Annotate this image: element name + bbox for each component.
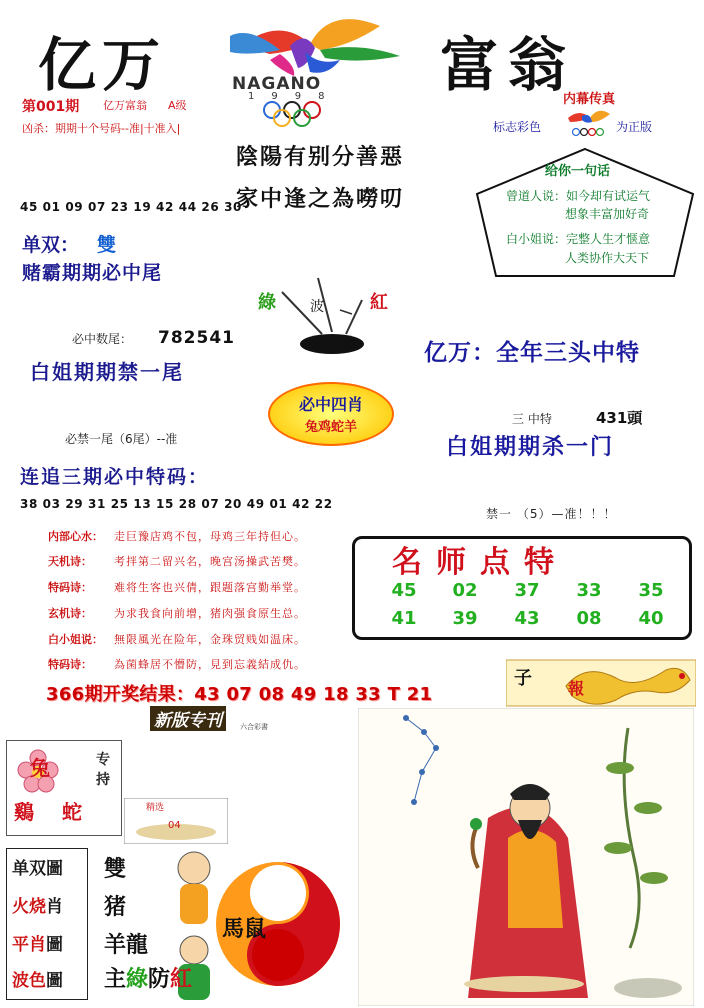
teacher-number: 45 <box>391 580 417 601</box>
teacher-pick-title: 名师点特 <box>392 545 568 580</box>
main-color-line <box>104 962 192 993</box>
fax-left-label: 标志彩色 <box>493 120 542 134</box>
cartoon-label: 精选 <box>146 803 165 813</box>
poem-label: 特码诗： <box>48 658 92 671</box>
zodiac-snake: 蛇 <box>62 800 82 824</box>
grid-row <box>12 930 63 955</box>
green-char: 綠 <box>126 967 149 992</box>
ban-tail-value: 必禁一尾（6尾）--准 <box>65 432 178 446</box>
wave-char: 波 <box>310 299 324 315</box>
couplet-line-2: 家中逢之為嘮叨 <box>236 187 405 212</box>
green-wave-char: 綠 <box>258 292 276 313</box>
zodiac-side-text: 专持 <box>96 752 110 788</box>
fax-right-label: 为正版 <box>616 120 653 134</box>
grid-suffix: 肖 <box>46 897 63 917</box>
number-list-1: 45 01 09 07 23 19 42 44 26 30 <box>20 200 242 214</box>
kill-door-slogan: 白姐期期杀一门 <box>446 435 615 460</box>
grid-suffix: 圖 <box>46 935 63 955</box>
grid-row <box>12 966 63 991</box>
red-wave-char: 紅 <box>370 292 388 313</box>
four-zodiac-title: 必中四肖 <box>298 395 363 414</box>
teacher-number: 33 <box>576 580 602 601</box>
zodiac-rabbit: 兔 <box>30 756 50 780</box>
dragon-banner <box>506 656 696 710</box>
mini-olympic-icon <box>560 106 616 138</box>
poem-text: 走巨豫店鸡不包，母鸡三年持但心。 <box>114 530 306 543</box>
poem-text: 無限風光在险年，金珠贸贱如温床。 <box>114 633 306 646</box>
zodiac-rooster: 鷄 <box>14 800 34 824</box>
quote-a-line-2: 想象丰富加好奇 <box>565 207 650 221</box>
grid-suffix: 圖 <box>46 859 63 879</box>
odd-even-value: 雙 <box>97 234 117 256</box>
special-edition-banner: 新版专刊 <box>150 706 226 731</box>
teacher-number: 37 <box>514 580 540 601</box>
couplet-line-1: 陰陽有别分善惡 <box>236 145 405 170</box>
grid-label: 平肖 <box>12 935 46 955</box>
tail-slogan: 赌霸期期必中尾 <box>22 262 163 284</box>
poem-label: 内部心水： <box>48 530 103 543</box>
poem-text: 难将生客也兴倩，跟题落宫勤举堂。 <box>114 581 306 594</box>
special-edition-tag: 六合彩書 <box>240 723 268 731</box>
grid-label: 波色 <box>12 971 46 991</box>
poem-text: 為菌蜂居不懵防，見到忘義結成仇。 <box>114 658 306 671</box>
three-head-label: 三 中特 <box>512 412 552 426</box>
grid-suffix: 圖 <box>46 971 63 991</box>
odd-even-big: 雙 <box>104 857 127 882</box>
brand-title-left: 亿万 <box>38 31 167 99</box>
three-head-value: 431頭 <box>596 409 643 427</box>
logo-year: 1998 <box>248 91 342 102</box>
teacher-number: 41 <box>391 608 417 629</box>
poem-label: 天机诗： <box>48 555 92 568</box>
poem-text: 考拌第二留兴名，晚宫汤操武苦樊。 <box>114 555 306 568</box>
brand-title-right: 富翁 <box>440 31 577 99</box>
teacher-number: 35 <box>638 580 664 601</box>
issue-grade: A级 <box>168 99 187 112</box>
grid-row <box>12 854 63 879</box>
three-period-title: 连追三期必中特码： <box>20 466 210 488</box>
teacher-number: 39 <box>452 608 478 629</box>
poem-label: 白小姐说： <box>48 633 103 646</box>
zodiac-horse-rat: 馬鼠 <box>222 917 267 942</box>
issue-rule: 凶杀：期期十个号码--准|十准入| <box>22 122 181 135</box>
teacher-number: 43 <box>514 608 540 629</box>
tail-label: 必中数尾： <box>72 332 133 346</box>
quote-a-line-1: 曾道人说：如今却有试运气 <box>506 189 651 203</box>
grid-label: 单双 <box>12 859 46 879</box>
yearly-headline: 亿万：全年三头中特 <box>424 340 640 366</box>
grid-row <box>12 892 63 917</box>
logo-text: NAGANO <box>232 74 322 94</box>
poem-text: 为求我食向前增，猪肉强食原生总。 <box>114 607 306 620</box>
zodiac-pig: 猪 <box>104 895 127 920</box>
quote-box-title: 给你一句话 <box>545 164 611 179</box>
ban-door-value: 禁一 （5）—准！！！ <box>486 507 617 521</box>
red-char: 紅 <box>170 967 193 992</box>
bowl-icon <box>262 272 402 362</box>
issue-number: 第001期 <box>22 99 80 115</box>
quote-b-line-1: 白小姐说：完整人生才惬意 <box>506 232 651 246</box>
draw-result: 366期开奖结果：43 07 08 49 18 33 T 21 <box>46 684 433 705</box>
number-list-2: 38 03 29 31 25 13 15 28 07 20 49 01 42 22 <box>20 497 333 511</box>
teacher-number: 02 <box>452 580 478 601</box>
main-char: 主 <box>104 967 127 992</box>
zodiac-sheep-dragon: 羊龍 <box>104 933 149 958</box>
scholar-painting <box>358 708 694 1006</box>
cartoon-number: 04 <box>168 820 181 831</box>
bao-char: 報 <box>568 679 585 698</box>
four-zodiac-value: 兔鸡蛇羊 <box>304 420 357 435</box>
ban-tail-slogan: 白姐期期禁一尾 <box>30 360 184 384</box>
issue-subtitle: 亿万富翁 <box>103 99 147 112</box>
fax-title: 内幕传真 <box>563 92 616 107</box>
guard-char: 防 <box>148 967 171 992</box>
poem-label: 玄机诗： <box>48 607 92 620</box>
quote-b-line-2: 人类协作大天下 <box>565 251 650 265</box>
odd-even-label: 单双： <box>22 234 80 256</box>
grid-label: 火烧 <box>12 897 46 917</box>
zi-char: 子 <box>514 668 532 689</box>
nagano-logo <box>210 6 420 131</box>
teacher-number: 40 <box>638 608 664 629</box>
teacher-number: 08 <box>576 608 602 629</box>
tail-value: 782541 <box>158 328 235 348</box>
poem-label: 特码诗： <box>48 581 92 594</box>
